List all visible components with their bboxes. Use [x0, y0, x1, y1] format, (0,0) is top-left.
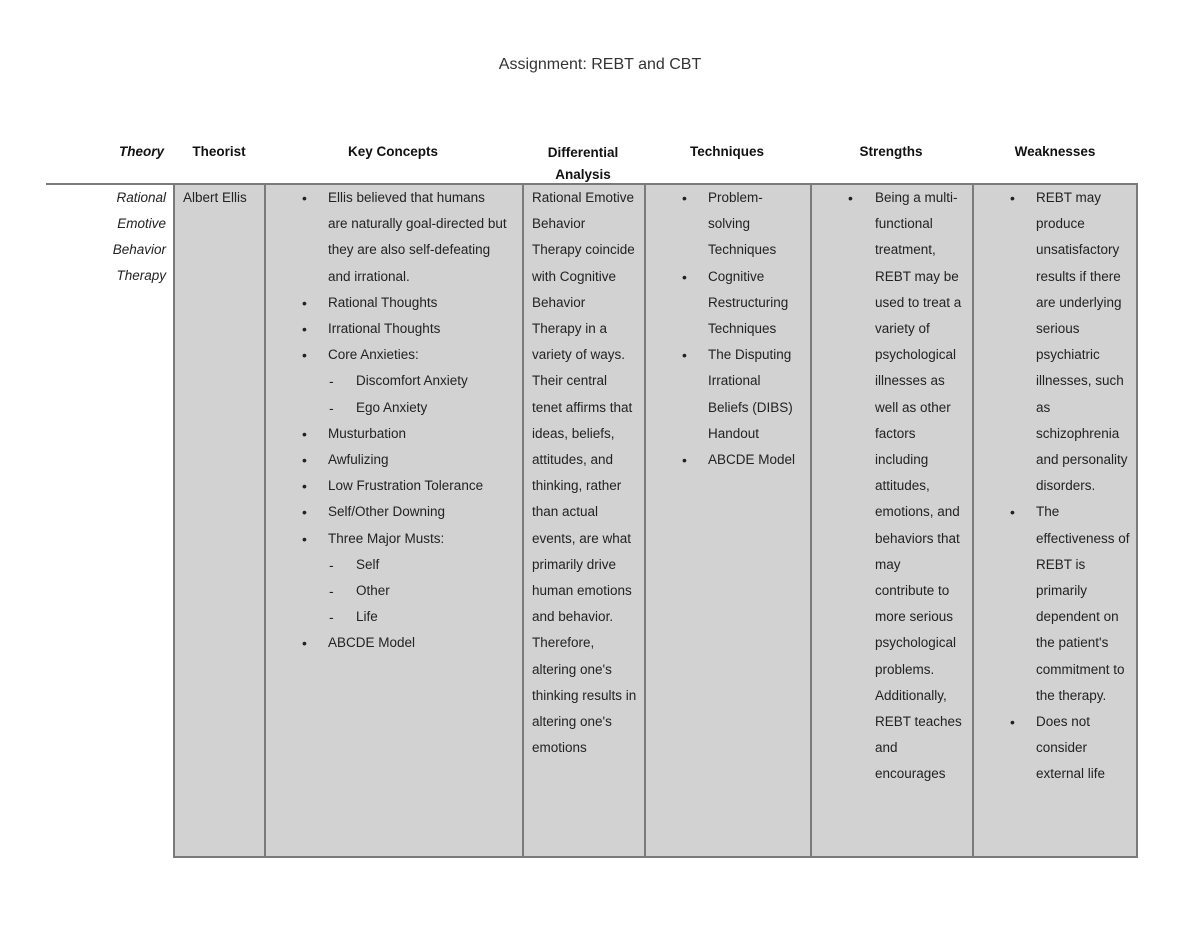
differential-analysis-cell [524, 185, 646, 856]
theorist-cell [175, 185, 266, 856]
list-item: • Core Anxieties: [266, 342, 522, 368]
list-item: • The Disputing Irrational Beliefs (DIBS) Handout [646, 342, 810, 447]
theory-line: Emotive [117, 216, 166, 231]
theory-line: Rational [116, 190, 166, 205]
header-theory: Theory [118, 144, 164, 159]
list-item: • Irrational Thoughts [266, 316, 522, 342]
list-item: • Cognitive Restructuring Techniques [646, 264, 810, 343]
document-title: Assignment: REBT and CBT [498, 56, 702, 73]
header-weaknesses: Weaknesses [1014, 144, 1096, 159]
list-item: - Life [266, 604, 522, 630]
techniques-list [646, 185, 810, 473]
list-item: • Problem-solving Techniques [646, 185, 810, 264]
weaknesses-list [974, 185, 1138, 788]
list-item: - Ego Anxiety [266, 395, 522, 421]
list-item: • Being a multi-functional treatment, REBT may be used to treat a variety of psychological illnesses as well as other factors including attitudes, emotions, and behaviors that may contribute to more serious psychological problems. Additionally, REBT teaches and encourages [812, 185, 972, 788]
list-item: - Self [266, 552, 522, 578]
list-item: - Other [266, 578, 522, 604]
strengths-cell [812, 185, 974, 856]
header-differential-line2: Analysis [555, 167, 611, 182]
header-theorist: Theorist [192, 144, 246, 159]
list-item: • Self/Other Downing [266, 499, 522, 525]
theory-line: Behavior [112, 242, 166, 257]
header-differential-analysis [522, 142, 644, 186]
theory-cell [80, 185, 166, 289]
list-item: - Discomfort Anxiety [266, 368, 522, 394]
weaknesses-cell [974, 185, 1138, 856]
strengths-list [812, 185, 972, 788]
list-item: • ABCDE Model [266, 630, 522, 656]
list-item: • ABCDE Model [646, 447, 810, 473]
table-body [173, 185, 1138, 858]
header-differential-line1: Differential [547, 145, 619, 160]
list-item: • Low Frustration Tolerance [266, 473, 522, 499]
table-header-row [0, 142, 1200, 184]
list-item: • The effectiveness of REBT is primarily dependent on the patient's commitment to the therapy. [974, 499, 1138, 709]
key-concepts-list [266, 185, 522, 657]
list-item: • Rational Thoughts [266, 290, 522, 316]
header-strengths: Strengths [859, 144, 923, 159]
list-item: • Does not consider external life [974, 709, 1138, 788]
techniques-cell [646, 185, 812, 856]
list-item: • Three Major Musts: [266, 526, 522, 552]
theorist-name: Albert Ellis [183, 190, 247, 205]
header-key-concepts: Key Concepts [347, 144, 439, 159]
theory-line: Therapy [116, 268, 166, 283]
list-item: • Ellis believed that humans are naturally goal-directed but they are also self-defeating and irrational. [266, 185, 522, 290]
list-item: • REBT may produce unsatisfactory results if there are underlying serious psychiatric illnesses, such as schizophrenia and personality disorders. [974, 185, 1138, 499]
differential-analysis-text: Rational Emotive Behavior Therapy coincide with Cognitive Behavior Therapy in a variety of ways. Their central tenet affirms that ideas, beliefs, attitudes, and thinking, rather than actual events, are what primarily drive human emotions and behavior. Therefore, altering one's thinking results in altering one's emotions [532, 190, 637, 756]
list-item: • Musturbation [266, 421, 522, 447]
list-item: • Awfulizing [266, 447, 522, 473]
header-techniques: Techniques [689, 144, 764, 159]
key-concepts-cell [266, 185, 524, 856]
